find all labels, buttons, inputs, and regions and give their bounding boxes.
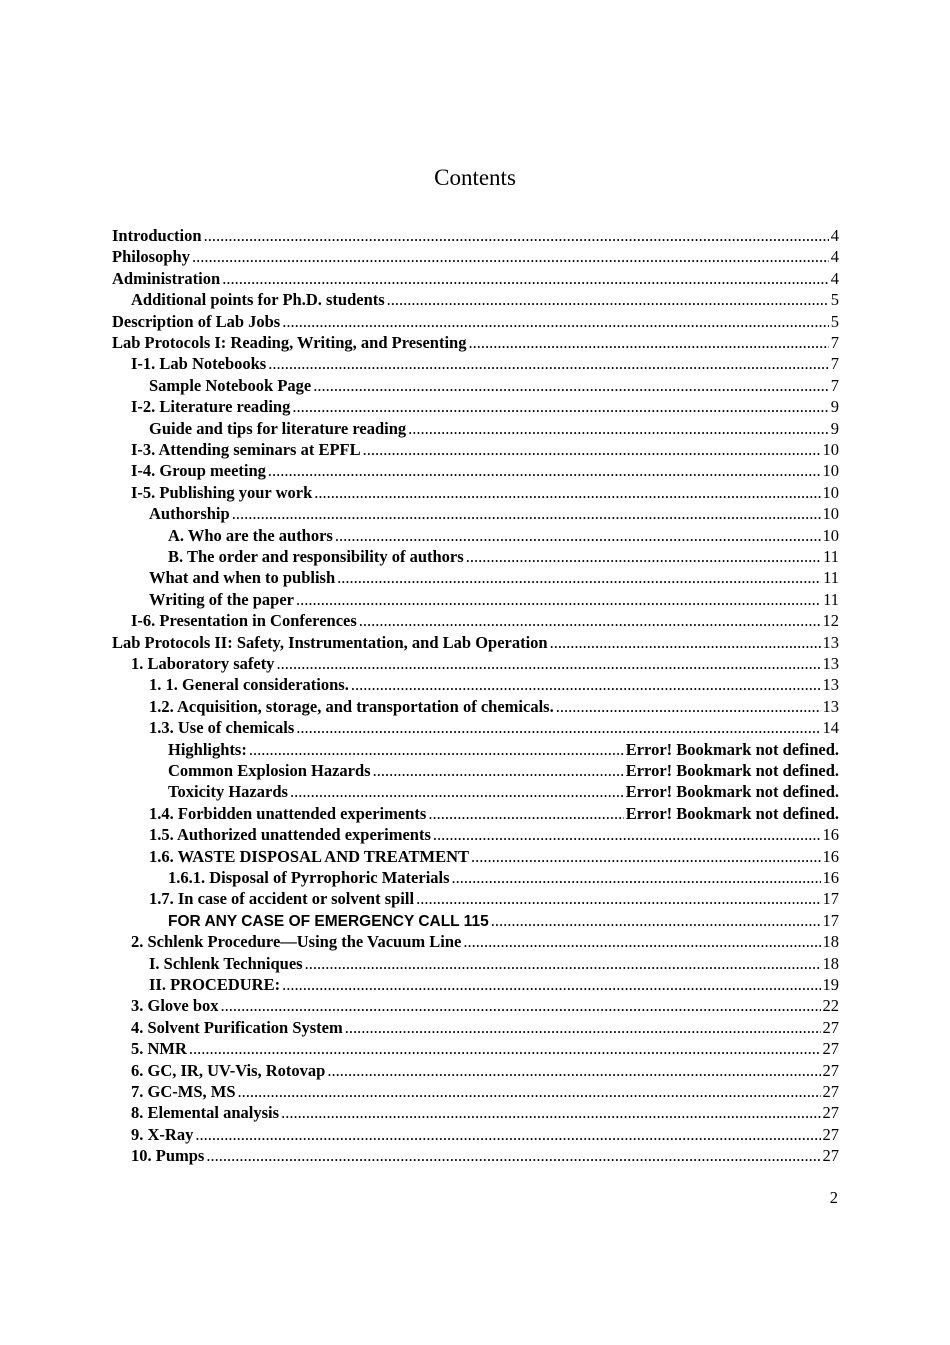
toc-entry-page: 7	[830, 333, 839, 352]
toc-entry-label: 1.7. In case of accident or solvent spill	[149, 889, 415, 909]
toc-entry-page: 16	[822, 846, 839, 866]
toc-entry-label: 1.6. WASTE DISPOSAL AND TREATMENT	[149, 846, 470, 866]
toc-leader-dots	[327, 1060, 820, 1081]
toc-entry-page: 7	[830, 354, 839, 374]
toc-entry[interactable]	[112, 332, 839, 353]
toc-entry-page: Error! Bookmark not defined.	[625, 761, 839, 780]
toc-leader-dots	[282, 311, 829, 332]
toc-leader-dots	[195, 1124, 820, 1145]
toc-entry-label: 9. X-Ray	[131, 1124, 194, 1144]
toc-leader-dots	[192, 246, 829, 267]
toc-entry-label: 10. Pumps	[131, 1146, 205, 1166]
toc-entry-label: Sample Notebook Page	[149, 375, 312, 395]
toc-entry-label: I-3. Attending seminars at EPFL	[131, 440, 361, 459]
toc-leader-dots	[204, 225, 829, 246]
toc-entry-page: 27	[822, 1124, 839, 1144]
toc-entry[interactable]	[131, 353, 839, 374]
toc-entry-label: I-4. Group meeting	[131, 461, 266, 481]
toc-entry-page: 5	[830, 290, 839, 310]
toc-entry[interactable]	[149, 567, 839, 588]
toc-entry-page: 17	[822, 889, 839, 909]
toc-entry-label: 2. Schlenk Procedure—Using the Vacuum Line	[131, 932, 462, 952]
toc-entry-page: Error! Bookmark not defined.	[625, 803, 839, 823]
toc-leader-dots	[468, 332, 828, 353]
toc-entry-page: 16	[822, 868, 839, 887]
toc-entry-page: Error! Bookmark not defined.	[625, 739, 839, 759]
toc-leader-dots	[416, 888, 820, 909]
toc-entry[interactable]	[131, 396, 839, 417]
toc-entry[interactable]	[168, 546, 839, 567]
toc-entry-label: I-1. Lab Notebooks	[131, 354, 267, 374]
toc-entry-label: 1.5. Authorized unattended experiments	[149, 825, 431, 845]
toc-entry[interactable]	[149, 953, 839, 974]
toc-leader-dots	[305, 953, 821, 974]
toc-entry-label: Highlights:	[168, 739, 247, 759]
toc-leader-dots	[452, 867, 821, 888]
toc-entry-label: 1.2. Acquisition, storage, and transportation of chemicals.	[149, 696, 554, 716]
toc-leader-dots	[296, 589, 821, 610]
toc-entry[interactable]	[168, 739, 839, 760]
toc-entry-page: 4	[830, 226, 839, 245]
page-title: Contents	[434, 165, 516, 190]
toc-entry-label: II. PROCEDURE:	[149, 975, 281, 994]
toc-entry-page: 9	[830, 418, 839, 438]
toc-entry-page: 27	[822, 1060, 839, 1080]
page-number: 2	[829, 1188, 838, 1207]
toc-entry[interactable]	[112, 632, 839, 653]
toc-entry-label: 1.4. Forbidden unattended experiments	[149, 803, 427, 823]
toc-entry-page: 19	[822, 975, 839, 994]
toc-leader-dots	[345, 1017, 821, 1038]
toc-entry[interactable]	[131, 460, 839, 481]
toc-entry-label: A. Who are the authors	[168, 525, 333, 545]
toc-entry[interactable]	[112, 246, 839, 267]
toc-entry[interactable]	[131, 1081, 839, 1102]
toc-entry-page: 18	[822, 932, 839, 952]
toc-entry-label: I. Schlenk Techniques	[149, 953, 303, 973]
toc-entry-label: 1.3. Use of chemicals	[149, 718, 295, 738]
toc-entry[interactable]	[131, 1124, 839, 1145]
toc-entry-page: 10	[822, 504, 839, 524]
toc-entry-page: 12	[822, 611, 839, 631]
toc-entry-label: Common Explosion Hazards	[168, 761, 371, 780]
toc-entry[interactable]	[112, 268, 839, 289]
toc-entry[interactable]	[149, 674, 839, 695]
toc-entry-label: B. The order and responsibility of authors	[168, 547, 464, 566]
toc-entry[interactable]	[149, 803, 839, 824]
toc-entry-label: 3. Glove box	[131, 996, 219, 1016]
toc-entry-page: 11	[823, 589, 839, 609]
toc-entry[interactable]	[131, 482, 839, 503]
toc-entry[interactable]	[168, 760, 839, 781]
toc-entry-label: Administration	[112, 268, 221, 288]
toc-entry[interactable]	[131, 289, 839, 310]
toc-leader-dots	[206, 1145, 820, 1166]
toc-entry[interactable]	[131, 1102, 839, 1123]
toc-entry-page: 9	[830, 397, 839, 417]
toc-entry-label: What and when to publish	[149, 568, 336, 588]
toc-entry-label: Additional points for Ph.D. students	[131, 290, 385, 310]
toc-entry-label: 8. Elemental analysis	[131, 1103, 280, 1123]
toc-entry-label: 1. Laboratory safety	[131, 654, 275, 673]
toc-leader-dots	[373, 760, 624, 781]
toc-entry[interactable]	[131, 1038, 839, 1059]
toc-entry-label: Guide and tips for literature reading	[149, 418, 407, 438]
toc-leader-dots	[351, 674, 821, 695]
toc-entry[interactable]	[149, 503, 839, 524]
toc-entry-label: 5. NMR	[131, 1039, 187, 1059]
toc-leader-dots	[337, 567, 821, 588]
toc-entry[interactable]	[149, 846, 839, 867]
toc-entry[interactable]	[168, 781, 839, 802]
toc-entry-page: 10	[822, 482, 839, 502]
toc-leader-dots	[491, 910, 821, 931]
toc-entry-page: 10	[822, 525, 839, 545]
toc-leader-dots	[408, 418, 829, 439]
toc-entry-page: 16	[822, 825, 839, 845]
toc-leader-dots	[189, 1038, 821, 1059]
toc-entry[interactable]	[149, 974, 839, 995]
toc-entry[interactable]	[131, 1060, 839, 1081]
toc-entry-label: I-6. Presentation in Conferences	[131, 611, 357, 631]
toc-entry[interactable]	[131, 610, 839, 631]
toc-entry-page: 4	[830, 247, 839, 267]
toc-leader-dots	[550, 632, 821, 653]
toc-entry-page: 13	[822, 654, 839, 673]
toc-entry-label: Description of Lab Jobs	[112, 311, 281, 331]
toc-leader-dots	[359, 610, 821, 631]
toc-entry-label: 6. GC, IR, UV-Vis, Rotovap	[131, 1060, 326, 1080]
toc-leader-dots	[221, 995, 821, 1016]
toc-entry-page: 5	[830, 311, 839, 331]
toc-entry[interactable]	[149, 696, 839, 717]
toc-entry-page: 27	[822, 1146, 839, 1166]
toc-entry-page: 10	[822, 440, 839, 459]
toc-entry-page: 17	[822, 910, 839, 930]
toc-entry-page: 10	[822, 461, 839, 481]
toc-leader-dots	[466, 546, 821, 567]
toc-leader-dots	[335, 525, 821, 546]
toc-leader-dots	[463, 931, 820, 952]
toc-leader-dots	[556, 696, 821, 717]
toc-entry-label: Writing of the paper	[149, 589, 294, 609]
toc-leader-dots	[428, 803, 623, 824]
toc-entry[interactable]	[168, 525, 839, 546]
toc-leader-dots	[292, 396, 828, 417]
toc-entry-page: 13	[822, 696, 839, 716]
toc-entry-page: 4	[830, 268, 839, 288]
toc-leader-dots	[314, 482, 820, 503]
toc-entry[interactable]	[112, 225, 839, 246]
toc-entry-page: 27	[822, 1039, 839, 1059]
toc-leader-dots	[433, 824, 821, 845]
toc-leader-dots	[222, 268, 829, 289]
toc-leader-dots	[232, 503, 821, 524]
toc-entry[interactable]	[131, 995, 839, 1016]
toc-entry[interactable]	[149, 717, 839, 738]
toc-entry-page: 11	[823, 547, 839, 566]
toc-entry-page: Error! Bookmark not defined.	[625, 782, 839, 802]
toc-entry-label: I-5. Publishing your work	[131, 482, 313, 502]
toc-entry[interactable]	[131, 1145, 839, 1166]
toc-leader-dots	[363, 439, 821, 460]
toc-leader-dots	[387, 289, 829, 310]
toc-leader-dots	[268, 460, 821, 481]
toc-leader-dots	[281, 1102, 820, 1123]
toc-entry-page: 22	[822, 996, 839, 1016]
toc-entry[interactable]	[149, 375, 839, 396]
toc-leader-dots	[471, 846, 820, 867]
toc-leader-dots	[249, 739, 624, 760]
toc-leader-dots	[238, 1081, 821, 1102]
toc-entry[interactable]	[149, 589, 839, 610]
toc-entry-label: FOR ANY CASE OF EMERGENCY CALL 115	[168, 912, 489, 930]
toc-entry[interactable]	[131, 1017, 839, 1038]
toc-entry[interactable]	[131, 931, 839, 952]
toc-entry-page: 13	[822, 632, 839, 652]
toc-leader-dots	[313, 375, 829, 396]
toc-entry-label: Lab Protocols I: Reading, Writing, and Presenting	[112, 333, 467, 352]
toc-entry[interactable]	[149, 888, 839, 909]
toc-leader-dots	[282, 974, 820, 995]
toc-entry[interactable]	[149, 418, 839, 439]
toc-entry-page: 27	[822, 1082, 839, 1101]
toc-entry-label: I-2. Literature reading	[131, 397, 291, 417]
toc-entry[interactable]	[149, 824, 839, 845]
toc-entry-label: 7. GC-MS, MS	[131, 1082, 236, 1101]
toc-entry-page: 27	[822, 1103, 839, 1123]
toc-entry-page: 27	[822, 1017, 839, 1037]
toc-leader-dots	[276, 653, 820, 674]
toc-entry[interactable]	[131, 653, 839, 674]
toc-entry-label: 1. 1. General considerations.	[149, 675, 349, 695]
toc-entry[interactable]	[112, 311, 839, 332]
toc-entry-label: Toxicity Hazards	[168, 782, 288, 802]
toc-entry-page: 13	[822, 675, 839, 695]
toc-entry-label: Lab Protocols II: Safety, Instrumentation, and Lab Operation	[112, 632, 548, 652]
toc-entry-label: 1.6.1. Disposal of Pyrrophoric Materials	[168, 868, 450, 887]
toc-entry-page: 11	[823, 568, 839, 588]
toc-entry-page: 18	[822, 953, 839, 973]
toc-entry-page: 14	[822, 718, 839, 738]
toc-entry-label: Introduction	[112, 226, 202, 245]
toc-entry-label: 4. Solvent Purification System	[131, 1017, 343, 1037]
toc-leader-dots	[290, 781, 624, 802]
toc-entry[interactable]	[131, 439, 839, 460]
toc-entry[interactable]	[168, 910, 839, 931]
toc-entry[interactable]	[168, 867, 839, 888]
toc-leader-dots	[296, 717, 820, 738]
toc-entry-label: Authorship	[149, 504, 230, 524]
toc-leader-dots	[268, 353, 829, 374]
toc-entry-page: 7	[830, 375, 839, 395]
toc-entry-label: Philosophy	[112, 247, 190, 267]
